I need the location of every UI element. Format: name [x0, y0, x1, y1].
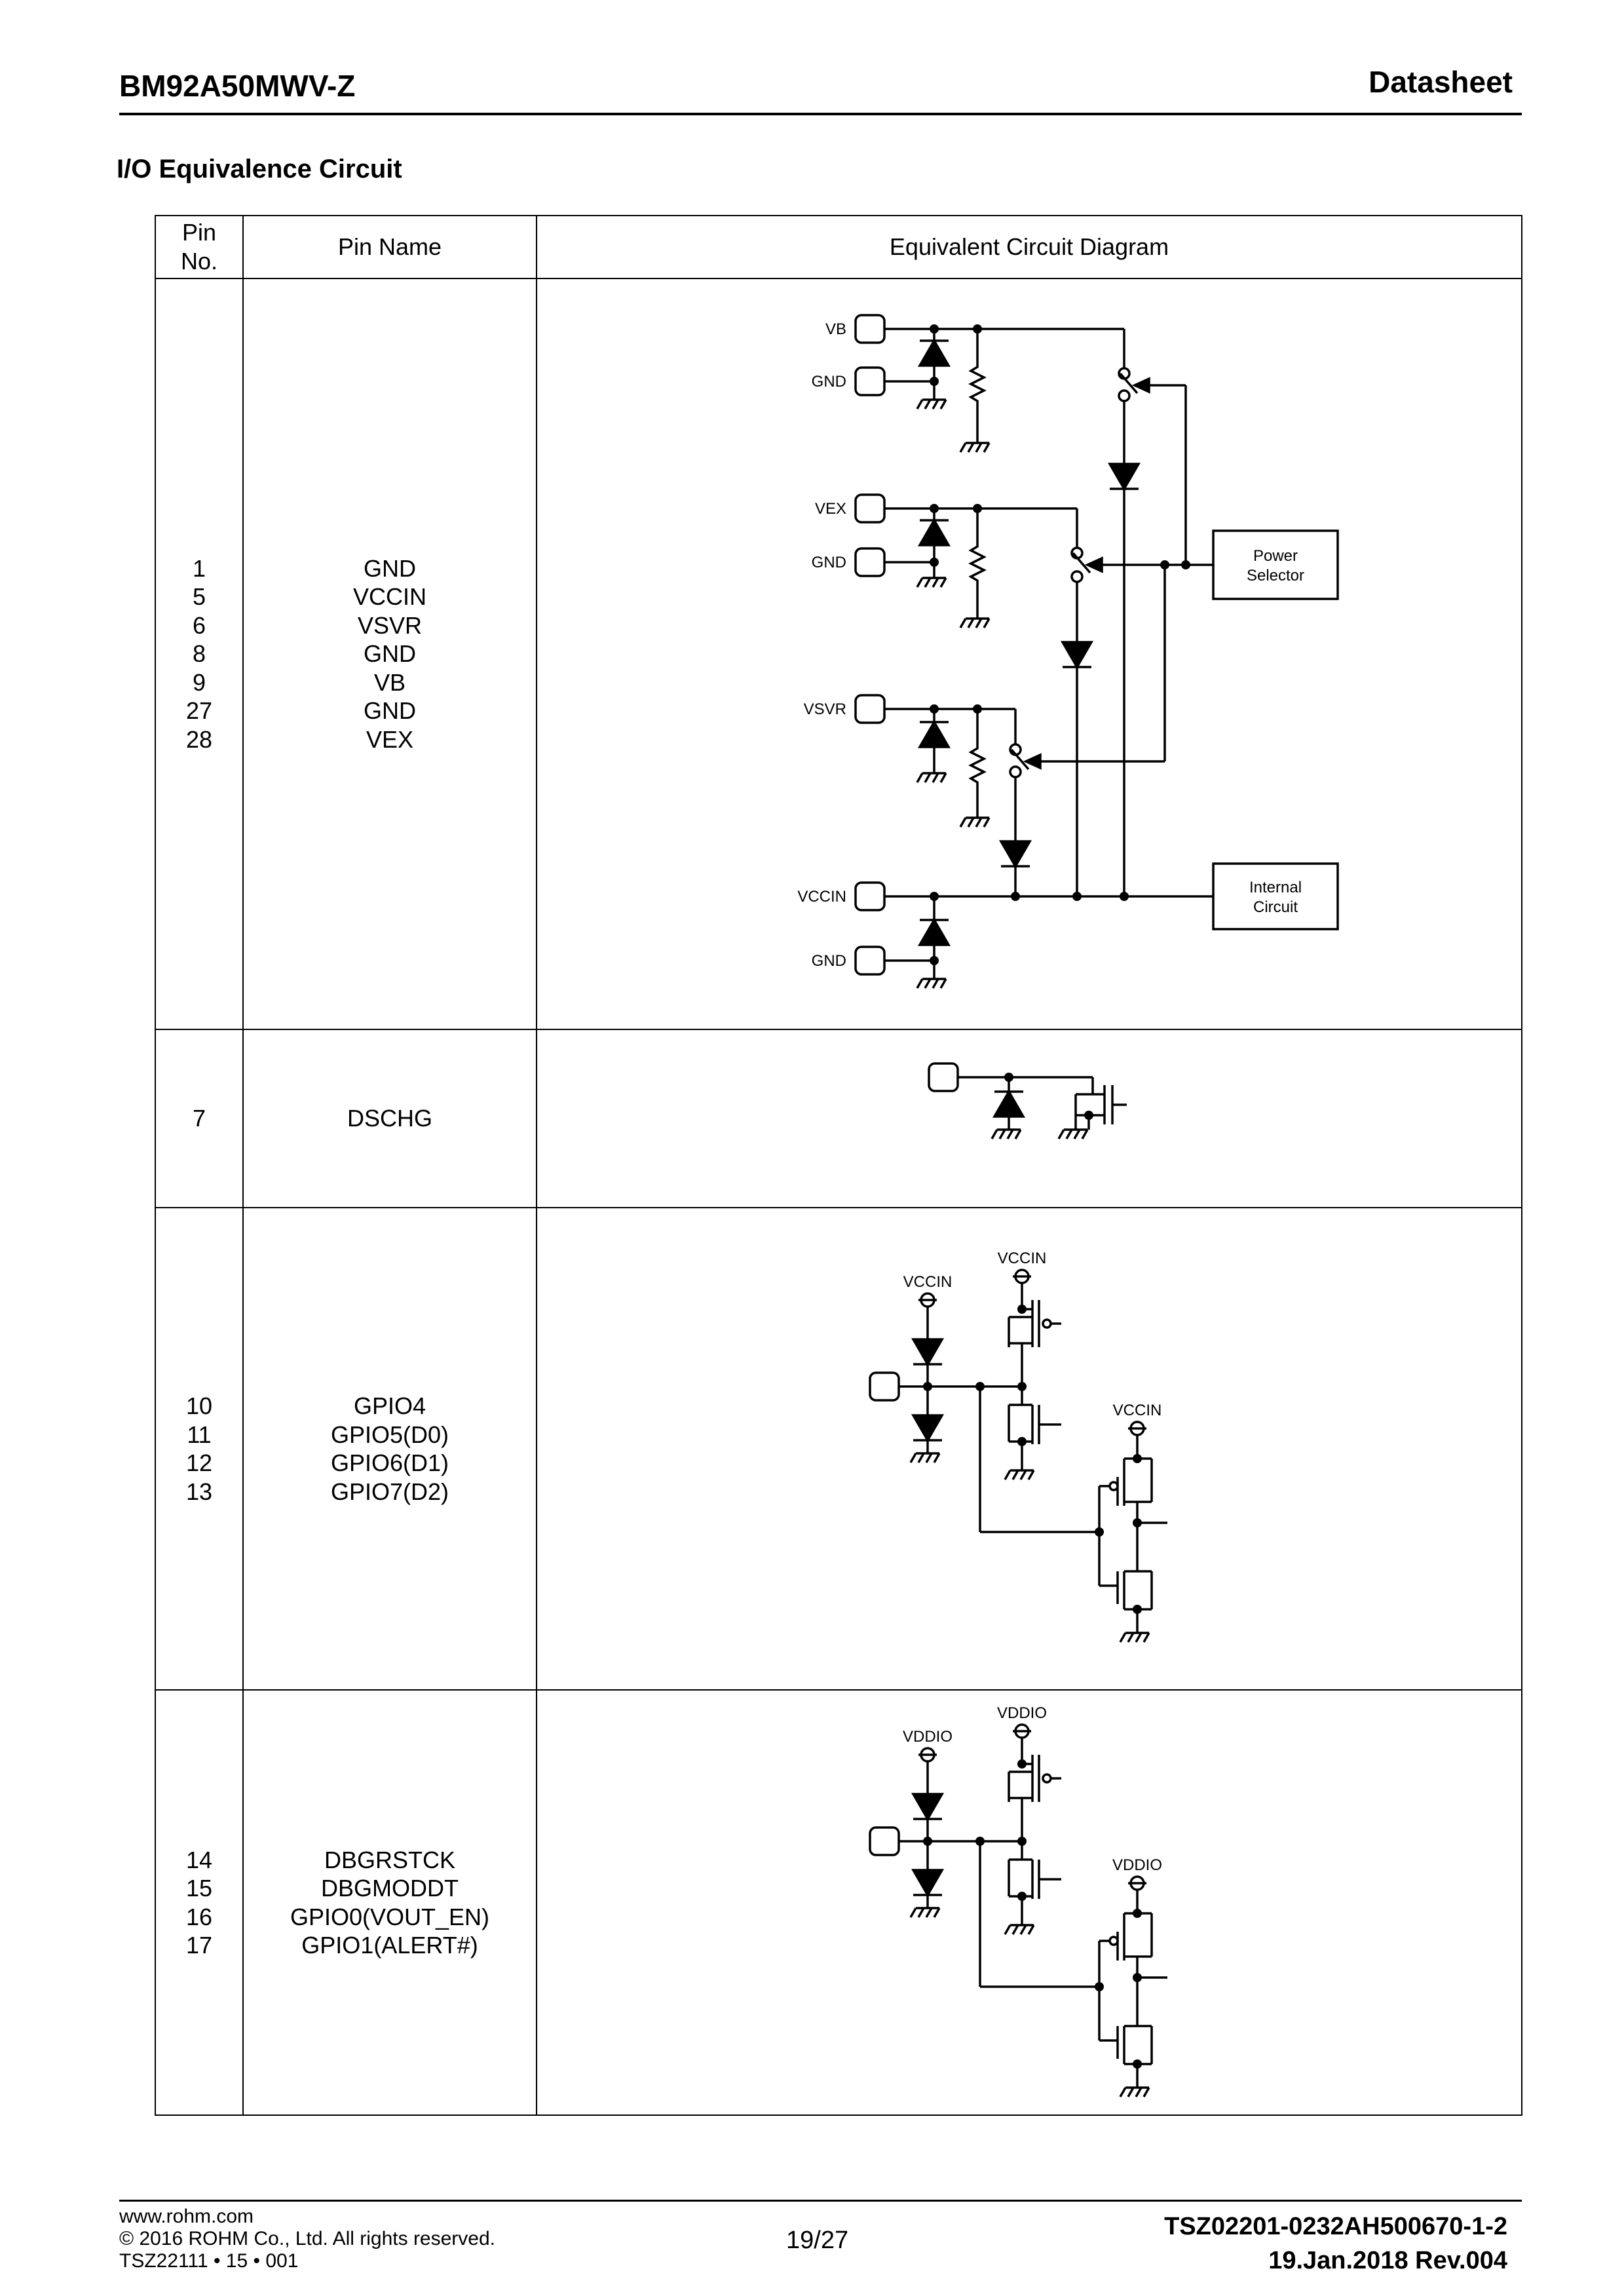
diagram-header: Equivalent Circuit Diagram	[537, 216, 1522, 278]
footer-right	[1164, 2210, 1507, 2278]
supply-label-2: VCCIN	[997, 1250, 1047, 1267]
pin-names: DSCHG	[243, 1029, 537, 1208]
internal-circuit-block	[1213, 864, 1338, 929]
internal-circuit-line2: Circuit	[1253, 898, 1298, 916]
form-code: TSZ22111 • 15 • 001	[119, 2250, 299, 2272]
dschg-circuit-diagram	[537, 1030, 1522, 1207]
table-header-row	[155, 216, 1522, 278]
table-row	[155, 1208, 1522, 1690]
supply-label-2: VDDIO	[996, 1704, 1048, 1722]
dschg-circuit-cell	[537, 1029, 1522, 1208]
website-link[interactable]: www.rohm.com	[119, 2206, 254, 2227]
page-number: 19/27	[786, 2227, 849, 2254]
power-circuit-cell	[537, 278, 1522, 1029]
power-circuit-diagram	[536, 278, 1521, 1027]
footer-left	[119, 2206, 495, 2272]
part-number: BM92A50MWV-Z	[119, 69, 356, 103]
vex-input-group	[856, 495, 1213, 896]
vsvr-input-group	[856, 695, 1165, 896]
label-gnd-2: GND	[811, 554, 846, 571]
pin-no-header: Pin No.	[155, 216, 243, 278]
table-row	[155, 1690, 1522, 2115]
pin-names: GPIO4 GPIO5(D0) GPIO6(D1) GPIO7(D2)	[243, 1208, 537, 1690]
label-vex: VEX	[814, 500, 846, 518]
label-gnd-1: GND	[811, 373, 846, 391]
pin-numbers: 7	[155, 1029, 243, 1208]
footer-rule	[119, 2200, 1522, 2202]
table-row	[155, 1029, 1522, 1208]
vccin-group	[856, 883, 1213, 988]
gpio-vccin-circuit-cell	[537, 1208, 1522, 1690]
document-type: Datasheet	[1369, 65, 1513, 99]
power-selector-line1: Power	[1253, 547, 1298, 565]
label-vb: VB	[825, 320, 846, 338]
pin-numbers: 1 5 6 8 9 27 28	[155, 278, 243, 1029]
label-vsvr: VSVR	[803, 700, 846, 718]
supply-label-3: VDDIO	[1112, 1856, 1163, 1874]
supply-label-1: VDDIO	[902, 1728, 953, 1746]
pin-names: GND VCCIN VSVR GND VB GND VEX	[243, 278, 537, 1029]
section-title: I/O Equivalence Circuit	[117, 155, 402, 183]
io-equivalence-table	[155, 215, 1522, 2116]
supply-label-1: VCCIN	[903, 1273, 953, 1291]
vb-input-group	[856, 315, 1186, 896]
gpio-vccin-circuit-diagram	[537, 1208, 1522, 1689]
internal-circuit-line1: Internal	[1249, 879, 1302, 896]
pin-name-header: Pin Name	[243, 216, 537, 278]
power-selector-block	[1213, 531, 1338, 599]
pin-numbers: 10 11 12 13	[155, 1208, 243, 1690]
supply-label-3: VCCIN	[1112, 1402, 1162, 1419]
label-gnd-3: GND	[811, 952, 846, 970]
pin-names: DBGRSTCK DBGMODDT GPIO0(VOUT_EN) GPIO1(ALERT#)	[243, 1690, 537, 2115]
power-selector-line2: Selector	[1246, 567, 1305, 584]
label-vccin: VCCIN	[797, 888, 846, 906]
header-rule	[119, 113, 1522, 115]
gpio-vddio-circuit-cell	[537, 1690, 1522, 2115]
table-row	[155, 278, 1522, 1029]
date-revision: 19.Jan.2018 Rev.004	[1268, 2247, 1507, 2274]
doc-number: TSZ02201-0232AH500670-1-2	[1164, 2213, 1507, 2240]
copyright: © 2016 ROHM Co., Ltd. All rights reserved.	[119, 2228, 495, 2249]
gpio-vddio-circuit-diagram	[537, 1691, 1522, 2114]
pin-numbers: 14 15 16 17	[155, 1690, 243, 2115]
